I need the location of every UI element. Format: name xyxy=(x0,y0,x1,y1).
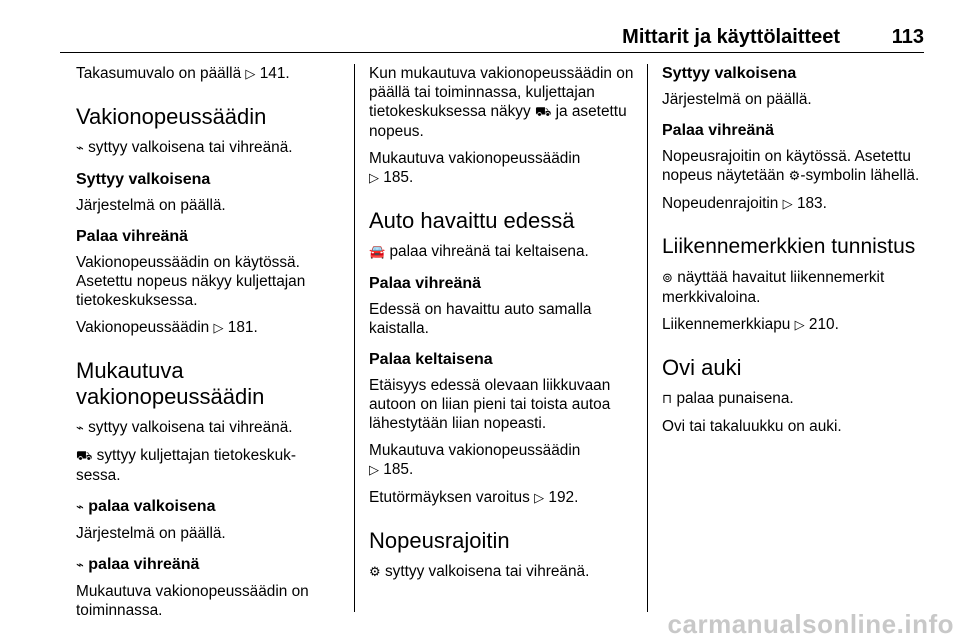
subheading: ⌁ palaa valkoisena xyxy=(76,498,216,515)
section-heading: Auto havaittu edessä xyxy=(369,208,575,233)
paragraph: ⚙ syttyy valkoisena tai vihreänä. xyxy=(369,563,590,580)
paragraph: 🚘 palaa vihreänä tai keltaisena. xyxy=(369,243,589,260)
paragraph: Nopeusrajoitin on käytössä. Asetettu nopeus näytetään ⚙-symbolin lähellä. xyxy=(662,148,920,184)
subheading: Palaa keltaisena xyxy=(369,351,493,368)
speedometer-icon: ⌁ xyxy=(76,141,84,156)
paragraph: Edessä on havaittu auto samalla kaistalla. xyxy=(369,301,592,337)
reference-arrow-icon: ▷ xyxy=(534,491,545,506)
page-ref-link[interactable]: 141. xyxy=(259,65,290,82)
subheading: Palaa vihreänä xyxy=(76,228,189,245)
door-icon: ⊓ xyxy=(662,392,673,407)
paragraph: Järjestelmä on päällä. xyxy=(662,91,812,108)
paragraph: Nopeudenrajoitin ▷ 183. xyxy=(662,195,827,212)
paragraph: Etutörmäyksen varoitus ▷ 192. xyxy=(369,489,579,506)
paragraph: ⊚ näyttää havaitut liikennemerkit merkkivaloina. xyxy=(662,269,885,306)
page-ref-link[interactable]: 183. xyxy=(796,195,827,212)
page-ref-link[interactable]: 185. xyxy=(383,461,414,478)
paragraph: ⛟ syttyy kuljettajan tietokeskuk-sessa. xyxy=(76,447,296,484)
speed-limiter-icon: ⚙ xyxy=(369,565,381,580)
paragraph: Mukautuva vakionopeussäädin ▷ 185. xyxy=(369,442,581,478)
section-heading: Ovi auki xyxy=(662,355,742,380)
paragraph: Järjestelmä on päällä. xyxy=(76,525,226,542)
subheading: Palaa vihreänä xyxy=(369,275,482,292)
watermark: carmanualsonline.info xyxy=(667,609,954,639)
reference-arrow-icon: ▷ xyxy=(369,171,379,186)
subheading: Syttyy valkoisena xyxy=(76,171,211,188)
speedometer-icon: ⌁ xyxy=(76,421,84,436)
paragraph: Vakionopeussäädin ▷ 181. xyxy=(76,319,258,336)
page-ref-link[interactable]: 210. xyxy=(808,316,839,333)
car-distance-icon: ⛟ xyxy=(534,105,552,120)
speed-limiter-icon: ⚙ xyxy=(788,169,801,184)
chapter-title: Mittarit ja käyttölaitteet xyxy=(622,26,840,48)
paragraph: ⌁ syttyy valkoisena tai vihreänä. xyxy=(76,139,293,156)
paragraph: ⊓ palaa punaisena. xyxy=(662,390,794,407)
reference-arrow-icon: ▷ xyxy=(782,197,793,212)
paragraph: Mukautuva vakionopeussäädin ▷ 185. xyxy=(369,150,581,186)
page-ref-link[interactable]: 192. xyxy=(548,489,579,506)
section-heading: Vakionopeussäädin xyxy=(76,104,267,129)
paragraph: Järjestelmä on päällä. xyxy=(76,197,226,214)
subheading: Syttyy valkoisena xyxy=(662,65,797,82)
column-3 xyxy=(662,64,930,444)
paragraph: Liikennemerkkiapu ▷ 210. xyxy=(662,316,839,333)
page-ref-link[interactable]: 181. xyxy=(227,319,258,336)
traffic-sign-icon: ⊚ xyxy=(662,271,673,286)
paragraph: Takasumuvalo on päällä ▷ 141. xyxy=(76,65,290,82)
car-distance-icon: ⛟ xyxy=(76,449,93,464)
subheading: ⌁ palaa vihreänä xyxy=(76,556,200,573)
subheading: Palaa vihreänä xyxy=(662,122,775,139)
reference-arrow-icon: ▷ xyxy=(213,321,224,336)
paragraph: Ovi tai takaluukku on auki. xyxy=(662,418,842,435)
paragraph: Kun mukautuva vakionopeussäädin on päällä tai toiminnassa, kuljettajan tietokeskuksessa näkyy ⛟ ja asetettu nopeus. xyxy=(369,65,634,140)
reference-arrow-icon: ▷ xyxy=(794,318,805,333)
page-ref-link[interactable]: 185. xyxy=(383,169,414,186)
section-heading: Mukautuva vakionopeussäädin xyxy=(76,358,265,409)
column-1 xyxy=(76,64,334,628)
paragraph: Etäisyys edessä olevaan liikkuvaan autoon on liian pieni tai toista autoa lähestytään liian nopeasti. xyxy=(369,377,611,432)
paragraph: ⌁ syttyy valkoisena tai vihreänä. xyxy=(76,419,293,436)
speedometer-icon: ⌁ xyxy=(76,500,84,515)
car-icon: 🚘 xyxy=(369,245,386,260)
reference-arrow-icon: ▷ xyxy=(245,67,256,82)
page-number: 113 xyxy=(891,26,924,48)
column-2 xyxy=(369,64,635,590)
section-heading: Liikennemerkkien tunnistus xyxy=(662,235,916,258)
column-divider xyxy=(647,64,648,612)
section-heading: Nopeusrajoitin xyxy=(369,528,510,553)
paragraph: Vakionopeussäädin on käytössä. Asetettu nopeus näkyy kuljettajan tietokeskuksessa. xyxy=(76,254,306,309)
paragraph: Mukautuva vakionopeussäädin on toiminnassa. xyxy=(76,583,309,619)
page-header xyxy=(60,24,924,53)
speedometer-icon: ⌁ xyxy=(76,558,84,573)
reference-arrow-icon: ▷ xyxy=(369,463,379,478)
column-divider xyxy=(354,64,355,612)
